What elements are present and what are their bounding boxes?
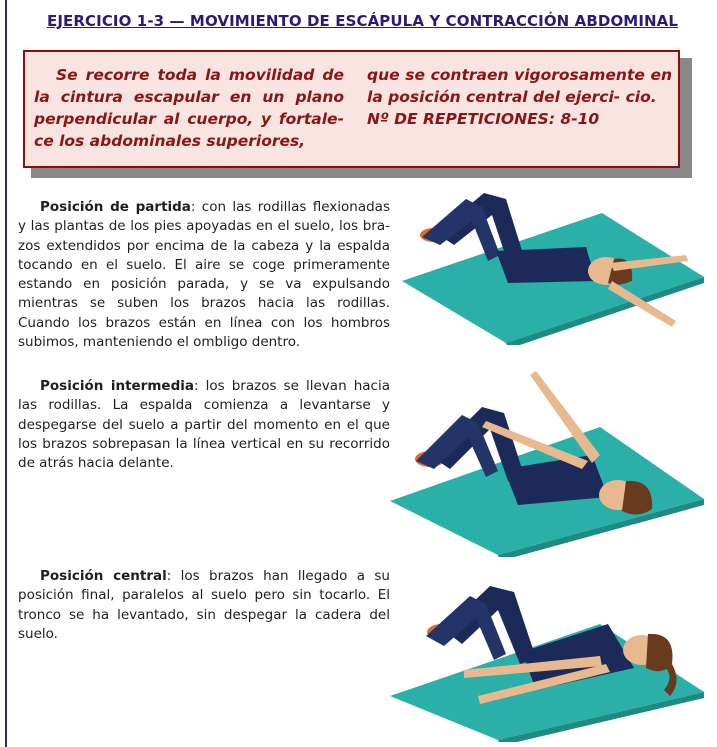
photo-central-position: [386, 572, 706, 742]
left-margin-rule: [5, 0, 7, 747]
position-middle-paragraph: [18, 377, 390, 473]
intro-box: [23, 50, 680, 168]
photo-intermediate-position: [386, 367, 706, 557]
exercise-title: EJERCICIO 1-3 — MOVIMIENTO DE ESCÁPULA Y CONTRACCIÓN ABDOMINAL: [47, 12, 679, 30]
position-central-paragraph: [18, 567, 390, 644]
photo-starting-position: [396, 185, 706, 345]
position-start-paragraph: [18, 198, 390, 352]
position-start-text: : con las rodillas flexionadas y las plantas de los pies apoyadas en el suelo, los bra- zos extendidos por encima de la cabeza y la espalda tocando en el suelo. El aire se coge primeramente estando en posición parada, y se va expulsando mientras se suben los brazos hacia las rodillas. Cuando los brazos están en línea con los hombros subimos, manteniendo el ombligo dentro.: [18, 199, 390, 351]
position-middle-text: : los brazos se llevan hacia las rodillas. La espalda comienza a levantarse y despegarse del suelo a partir del momento en el que los brazos sobrepasan la línea vertical en su recorrido de atrás hacia delante.: [18, 378, 390, 472]
hair: [646, 634, 673, 671]
intro-column-right: [367, 64, 672, 130]
position-middle-label: Posición intermedia: [40, 378, 194, 394]
position-start-label: Posición de partida: [40, 199, 191, 215]
intro-text-left: Se recorre toda la movilidad de la cintura escapular en un plano perpendicular al cuerpo, y fortale- ce los abdominales superiores,: [34, 66, 344, 150]
position-central-label: Posición central: [40, 568, 167, 584]
repetitions-label: Nº DE REPETICIONES: 8-10: [367, 110, 600, 128]
intro-column-left: [34, 64, 344, 152]
position-central-text: : los brazos han llegado a su posición final, paralelos al suelo pero sin tocarlo. El tronco se ha levantado, sin despegar la cadera del suelo.: [18, 568, 390, 642]
intro-text-right: que se contraen vigorosamente en la posición central del ejerci- cio.: [367, 66, 672, 106]
torso: [496, 247, 596, 283]
